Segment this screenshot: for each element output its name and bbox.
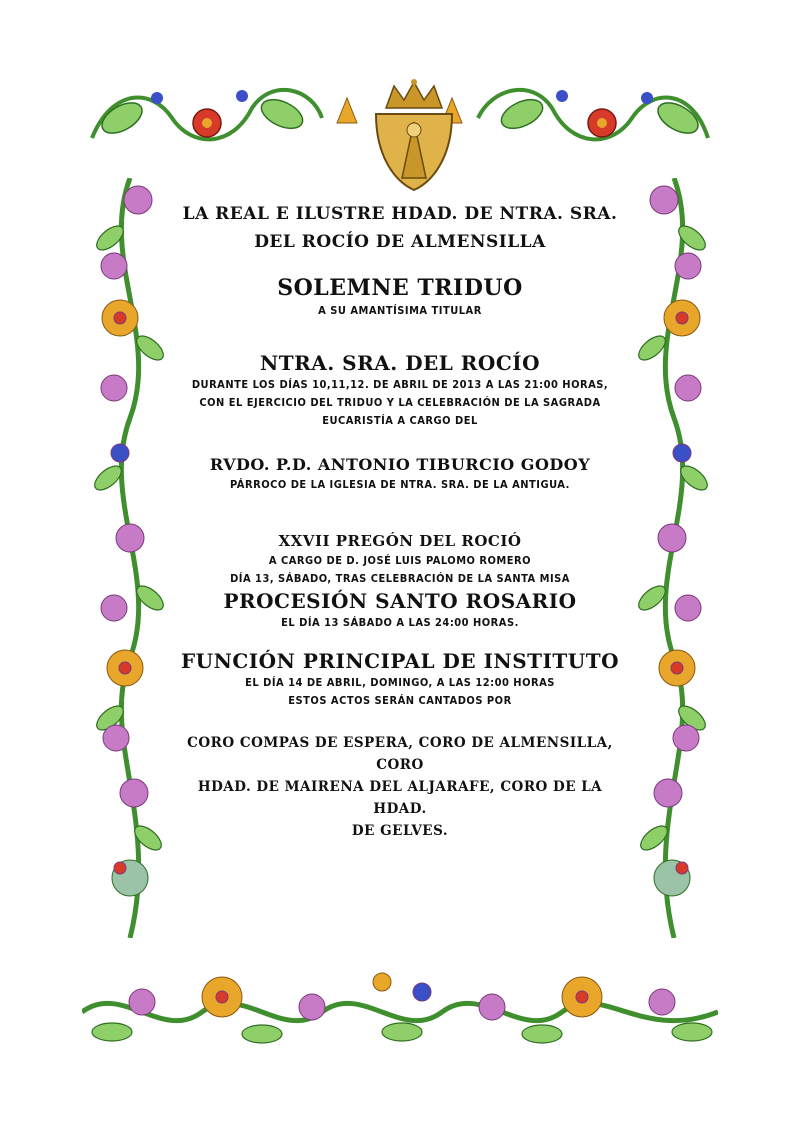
- virgin-line3: EUCARISTÍA A CARGO DEL: [322, 414, 478, 427]
- right-floral-border: [634, 178, 712, 938]
- funcion-title: FUNCIÓN PRINCIPAL DE INSTITUTO: [180, 649, 620, 673]
- virgin-line1: DURANTE LOS DÍAS 10,11,12. DE ABRIL DE 2013 A LAS 21:00 HORAS,: [191, 378, 609, 391]
- choirs-line3: DE GELVES.: [351, 823, 449, 839]
- pregon-line1: A CARGO DE D. JOSÉ LUIS PALOMO ROMERO: [268, 554, 532, 567]
- choirs-line1: CORO COMPAS DE ESPERA, CORO DE ALMENSILLA, CORO: [187, 735, 613, 773]
- triduo-title: SOLEMNE TRIDUO: [277, 275, 523, 301]
- pregon-line2: DÍA 13, SÁBADO, TRAS CELEBRACIÓN DE LA SANTA MISA: [230, 572, 570, 585]
- left-floral-border: [90, 178, 168, 938]
- brotherhood-crest-icon: [366, 78, 462, 194]
- procesion-line1: EL DÍA 13 SÁBADO A LAS 24:00 HORAS.: [281, 616, 519, 629]
- procesion-title: PROCESIÓN SANTO ROSARIO: [223, 589, 577, 613]
- pregon-title: XXVII PREGÓN DEL ROCIÓ: [278, 532, 522, 550]
- announcement-text: [175, 200, 625, 842]
- funcion-line2: ESTOS ACTOS SERÁN CANTADOS POR: [288, 694, 512, 707]
- choirs-line2: HDAD. DE MAIRENA DEL ALJARAFE, CORO DE LA HDAD.: [197, 779, 603, 817]
- virgin-line2: CON EL EJERCICIO DEL TRIDUO Y LA CELEBRACIÓN DE LA SAGRADA: [199, 396, 601, 409]
- brotherhood-name-line1: LA REAL E ILUSTRE HDAD. DE NTRA. SRA.: [182, 204, 618, 224]
- priest-name: RVDO. P.D. ANTONIO TIBURCIO GODOY: [209, 455, 591, 474]
- virgin-title: NTRA. SRA. DEL ROCÍO: [259, 351, 541, 375]
- priest-role: PÁRROCO DE LA IGLESIA DE NTRA. SRA. DE LA ANTIGUA.: [230, 478, 570, 491]
- triduo-subtitle: A SU AMANTÍSIMA TITULAR: [318, 304, 482, 317]
- bottom-floral-border: [82, 962, 718, 1050]
- funcion-line1: EL DÍA 14 DE ABRIL, DOMINGO, A LAS 12:00 HORAS: [245, 676, 555, 689]
- brotherhood-name-line2: DEL ROCÍO DE ALMENSILLA: [254, 232, 546, 252]
